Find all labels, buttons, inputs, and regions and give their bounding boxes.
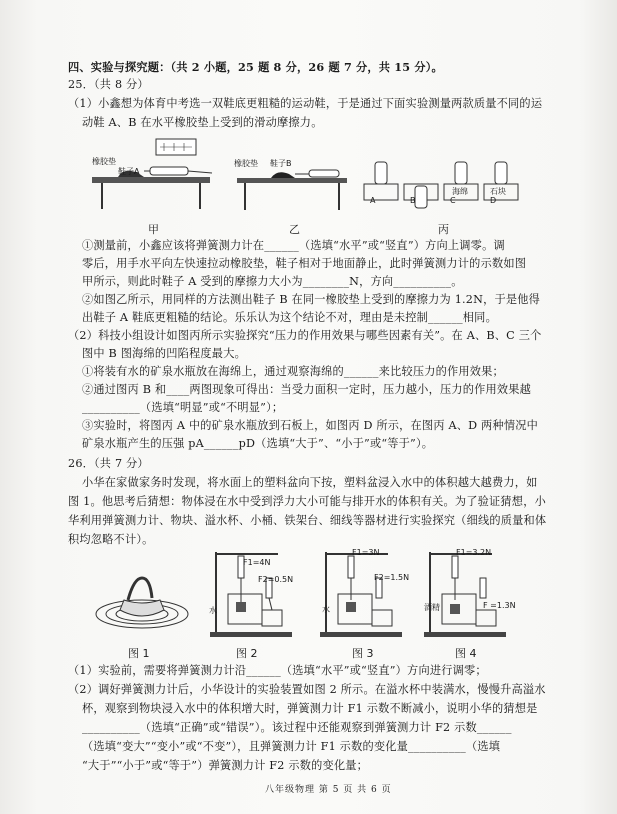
q25-p2-q3-line1: ③实验时，将图丙 A 中的矿泉水瓶放到石板上，如图丙 D 所示，在图丙 A、D 两种情况中 — [82, 419, 538, 432]
caption-fig3: 图 3 — [352, 647, 374, 660]
q26-s2-line3: __________（选填“正确”或“错误”）。该过程中还能观察到弹簧测力计 F2 示数______ — [82, 721, 512, 734]
q26-s2-line5: “大于”“小于”或“等于”）弹簧测力计 F2 示数的变化量； — [82, 759, 369, 772]
fig2-f1: F1=4N — [243, 558, 271, 567]
q25-p1-line2: 动鞋 A、B 在水平橡胶垫上受到的滑动摩擦力。 — [82, 116, 323, 129]
q25-p2-q2-line2: __________（选填“明显”或“不明显”）； — [82, 401, 284, 414]
q26-header: 26．（共 7 分） — [68, 457, 149, 470]
fig2-water: 水 — [209, 606, 217, 615]
section-title: 四、实验与探究题：（共 2 小题，25 题 8 分，26 题 7 分，共 15 分）。 — [68, 60, 443, 74]
q26-s2-line1: （2）调好弹簧测力计后，小华设计的实验装置如图 2 所示。在溢水杯中装满水，慢慢升高溢水 — [68, 683, 546, 696]
fig-yi-shoe-label: 鞋子B — [270, 159, 292, 168]
fig3-f2: F2=1.5N — [374, 573, 410, 582]
q25-p2-line2: 图中 B 图海绵的凹陷程度最大。 — [82, 347, 246, 360]
figure-jia — [88, 133, 218, 213]
fig-jia-shoe-label: 鞋子A — [118, 167, 140, 176]
q25-q1-line1: ①测量前，小鑫应该将弹簧测力计在______（选填“水平”或“竖直”）方向上调零。调 — [82, 239, 505, 252]
q26-intro-line3: 华利用弹簧测力计、物块、溢水杯、小桶、铁架台、细线等器材进行实验探究（细线的质量和体 — [68, 514, 547, 527]
fig-bing-label-a: A — [370, 196, 376, 205]
caption-yi: 乙 — [289, 223, 300, 236]
fig-jia-pad-label: 橡胶垫 — [92, 157, 116, 166]
caption-fig1: 图 1 — [128, 647, 150, 660]
q25-header: 25．（共 8 分） — [68, 78, 149, 91]
fig2-f2: F2=0.5N — [258, 575, 294, 584]
figure-4-apparatus — [422, 548, 512, 640]
caption-fig4: 图 4 — [455, 647, 477, 660]
q25-q2-line1: ②如图乙所示，用同样的方法测出鞋子 B 在同一橡胶垫上受到的摩擦力为 1.2N，于是他得 — [82, 293, 541, 306]
q25-p2-q2-line1: ②通过图丙 B 和____两图现象可得出：当受力面积一定时，压力越小，压力的作用效果越 — [82, 383, 532, 396]
q26-s2-line2: 杯，观察到物块浸入水中的体积增大时，弹簧测力计 F1 示数不断减小，说明小华的猜想是 — [82, 702, 538, 715]
fig4-f2: F =1.3N — [483, 601, 516, 610]
fig-yi-pad-label: 橡胶垫 — [234, 159, 258, 168]
fig3-water: 水 — [322, 605, 330, 614]
fig3-f1: F1=3N — [352, 548, 380, 557]
q25-p1-line1: （1）小鑫想为体育中考选一双鞋底更粗糙的运动鞋，于是通过下面实验测量两款质量不同的运 — [68, 97, 543, 110]
q26-s1: （1）实验前，需要将弹簧测力计沿______（选填“水平”或“竖直”）方向进行调零； — [68, 664, 487, 677]
q25-q1-line3: 甲所示，则此时鞋子 A 受到的摩擦力大小为________N，方向__________。 — [82, 275, 463, 288]
q25-p2-q3-line2: 矿泉水瓶产生的压强 pA______pD（选填“大于”、“小于”或“等于”）。 — [82, 437, 434, 450]
figure-3-apparatus — [318, 548, 408, 640]
figure-1-basin — [92, 570, 192, 635]
fig4-alcohol: 酒精 — [424, 603, 440, 612]
q25-p2-line1: （2）科技小组设计如图丙所示实验探究“压力的作用效果与哪些因素有关”。在 A、B、C 三个 — [68, 329, 542, 342]
page-footer: 八年级物理 第 5 页 共 6 页 — [265, 785, 392, 795]
shoe-b-shape — [271, 172, 295, 178]
q26-intro-line2: 图 1。他思考后猜想：物体浸在水中受到浮力大小可能与排开水的体积有关。为了验证猜想，小 — [68, 495, 546, 508]
fig4-f1: F1=3.2N — [456, 548, 492, 557]
fig-bing-label-b: B — [410, 196, 416, 205]
caption-jia: 甲 — [148, 223, 159, 236]
q26-intro-line1: 小华在家做家务时发现，将水面上的塑料盆向下按，塑料盆浸入水中的体积越大越费力，如 — [82, 476, 538, 489]
fig-bing-label-c: C — [450, 196, 456, 205]
q25-p2-q1: ①将装有水的矿泉水瓶放在海绵上，通过观察海绵的______来比较压力的作用效果； — [82, 365, 504, 378]
q26-intro-line4: 积均忽略不计）。 — [68, 533, 154, 546]
q26-s2-line4: （选填“变大”“变小”或“不变”），且弹簧测力计 F1 示数的变化量__________（选填 — [82, 740, 501, 753]
q25-q1-line2: 零后，用手水平向左快速拉动橡胶垫，鞋子相对于地面静止，此时弹簧测力计的示数如图 — [82, 257, 527, 270]
fig-bing-stone-label: 石块 — [490, 187, 506, 196]
caption-bing: 丙 — [438, 223, 449, 236]
caption-fig2: 图 2 — [236, 647, 258, 660]
fig-bing-label-d: D — [490, 196, 497, 205]
fig-bing-sponge-label: 海绵 — [452, 187, 468, 196]
q25-q2-line2: 出鞋子 A 鞋底更粗糙的结论。乐乐认为这个结论不对，理由是未控制______相同。 — [82, 311, 497, 324]
